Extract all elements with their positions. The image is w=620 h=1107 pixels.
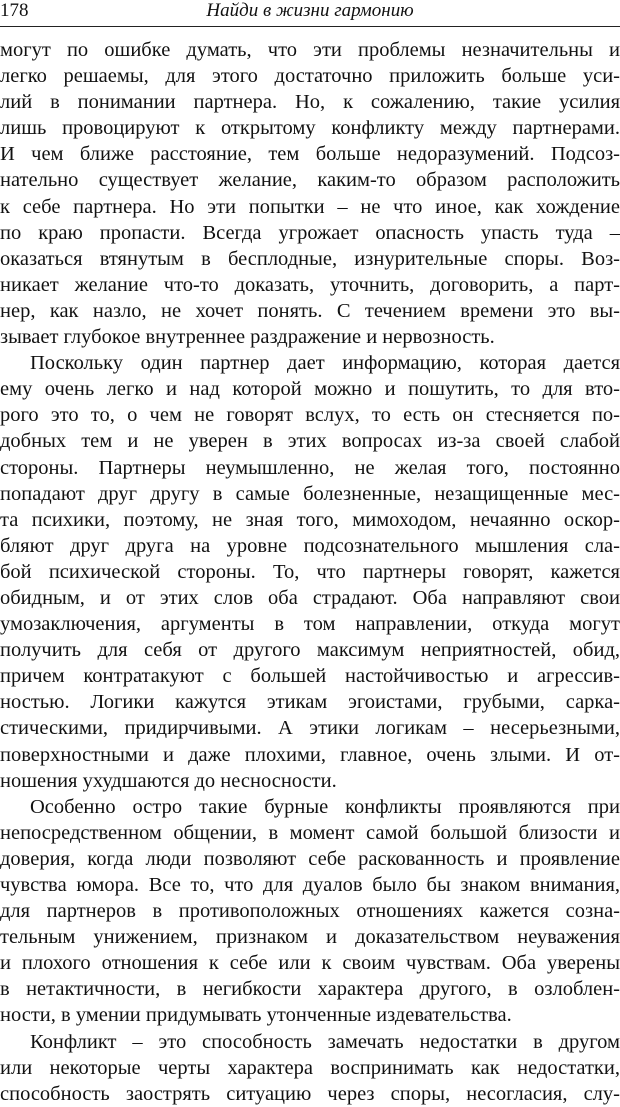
text-line: нательно существует желание, каким-то образом расположить (0, 169, 620, 192)
text-line: для партнеров в противоположных отношениях кажется сознa- (0, 900, 620, 923)
text-line: попадают друг другу в самые болезненные, незащищенные мес- (0, 482, 620, 505)
text-line: поверхностными и даже плохими, главное, очень злыми. И от- (0, 743, 620, 766)
text-line: ношения ухудшаются до несносности. (0, 769, 337, 792)
body-text (0, 37, 620, 1107)
text-line: лий в понимании партнера. Но, к сожалению, такие усилия (0, 91, 620, 114)
text-line: тельным унижением, признаком и доказательством неуважения (0, 926, 620, 949)
text-line: в нетактичности, в негибкости характера другого, в озлоблен- (0, 978, 620, 1001)
text-line: по краю пропасти. Всегда угрожает опасность упасть туда – (0, 221, 620, 244)
page-number: 178 (0, 0, 29, 21)
running-head (0, 0, 620, 27)
text-line: или некоторые черты характера воспринимать как недостатки, (0, 1056, 620, 1079)
text-line: Конфликт – это способность замечать недостатки в другом (30, 1030, 620, 1053)
text-line: Особенно остро такие бурные конфликты проявляются при (30, 795, 620, 818)
text-line: бляют друг друга на уровне подсознательного мышления сла- (0, 534, 620, 557)
text-line: доверия, когда люди позволяют себе раскованность и проявление (0, 847, 620, 870)
text-line: обидным, и от этих слов оба страдают. Оба направляют свои (0, 586, 620, 609)
text-line: И чем ближе расстояние, тем больше недоразумений. Подсоз- (0, 143, 620, 166)
text-line: непосредственном общении, в момент самой большой близости и (0, 821, 620, 844)
text-line: и плохого отношения к себе или к своим чувствам. Оба уверены (0, 952, 620, 975)
text-line: ему очень легко и над которой можно и пошутить, то для вто- (0, 378, 620, 401)
text-line: бой психической стороны. То, что партнеры говорят, кажется (0, 560, 620, 583)
text-line: ностью. Логики кажутся этикам эгоистами, грубыми, сарка- (0, 691, 620, 714)
text-line: чувства юмора. Все то, что для дуалов было бы знаком внимания, (0, 874, 620, 896)
text-line: зывает глубокое внутреннее раздражение и нервозность. (0, 326, 495, 349)
text-line: получить для себя от другого максимум неприятностей, обид, (0, 639, 620, 662)
text-line: могут по ошибке думать, что эти проблемы незначительны и (0, 39, 620, 61)
text-line: способность заострять ситуацию через споры, несогласия, слу- (0, 1082, 620, 1105)
text-line: легко решаемы, для этого достаточно приложить больше уси- (0, 65, 620, 88)
text-line: рого это то, о чем не говорят вслух, то есть он стесняется по- (0, 404, 620, 427)
text-line: умозаключения, аргументы в том направлении, откуда могут (0, 613, 620, 636)
running-title: Найди в жизни гармонию (206, 0, 414, 21)
text-line: лишь провоцируют к открытому конфликту между партнерами. (0, 117, 620, 140)
text-line: та психики, поэтому, не зная того, мимоходом, нечаянно оскор- (0, 508, 620, 531)
text-line: добных тем и не уверен в этих вопросах из-за своей слабой (0, 430, 620, 453)
text-line: никает желание что-то доказать, уточнить, договорить, а парт- (0, 273, 620, 296)
text-line: Поскольку один партнер дает информацию, которая дается (30, 352, 620, 375)
text-line: ности, в умении придумывать утонченные издевательства. (0, 1004, 512, 1027)
text-line: стическими, придирчивыми. А этики логикам – несерьезными, (0, 717, 620, 740)
text-line: к себе партнера. Но эти попытки – не что иное, как хождение (0, 195, 620, 218)
text-line: причем контратакуют с большей настойчивостью и агрессив- (0, 665, 620, 688)
text-line: стороны. Партнеры неумышленно, не желая того, постоянно (0, 456, 620, 479)
text-line: оказаться втянутым в бесплодные, изнурительные споры. Воз- (0, 247, 620, 270)
text-line: нер, как назло, не хочет понять. С течением времени это вы- (0, 299, 620, 322)
